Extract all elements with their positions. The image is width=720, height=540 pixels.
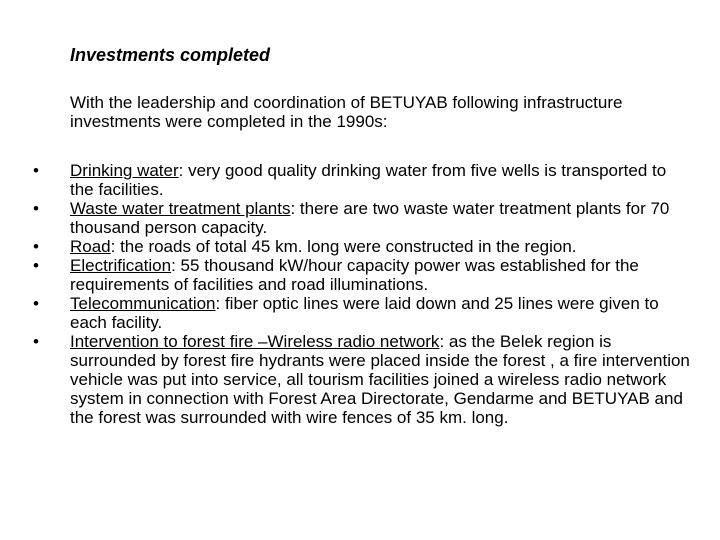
- item-term: Electrification: [70, 256, 172, 275]
- item-text: : fiber optic lines were laid down and 25 lines were given to each facility.: [70, 294, 659, 332]
- bullet-icon: •: [33, 332, 39, 351]
- bullet-icon: •: [33, 256, 39, 275]
- intro-paragraph: With the leadership and coordination of BETUYAB following infrastructure investments were completed in the 1990s:: [70, 93, 623, 131]
- bullet-icon: •: [33, 294, 39, 313]
- investment-list: [0, 161, 690, 427]
- bullet-icon: •: [33, 199, 39, 218]
- item-term: Road: [70, 237, 111, 256]
- list-item-drinking-water: [0, 161, 690, 199]
- item-term: Intervention to forest fire –Wireless radio network: [70, 332, 440, 351]
- item-term: Telecommunication: [70, 294, 216, 313]
- list-item-telecommunication: [0, 294, 690, 332]
- item-text: : 55 thousand kW/hour capacity power was established for the requirements of facilities and road illuminations.: [70, 256, 639, 294]
- item-text: : there are two waste water treatment plants for 70 thousand person capacity.: [70, 199, 670, 237]
- item-text: : as the Belek region is surrounded by forest fire hydrants were placed inside the forest , a fire intervention vehicle was put into service, all tourism facilities joined a wireless radio network system in connection with Forest Area Directorate, Gendarme and BETUYAB and the forest was surrounded with wire fences of 35 km. long.: [70, 332, 690, 427]
- item-text: : the roads of total 45 km. long were constructed in the region.: [110, 237, 577, 256]
- item-term: Drinking water: [70, 161, 179, 180]
- item-text: : very good quality drinking water from five wells is transported to the facilities.: [70, 161, 667, 199]
- list-item-waste-water: [0, 199, 690, 237]
- list-item-electrification: [0, 256, 690, 294]
- item-term: Waste water treatment plants: [70, 199, 291, 218]
- bullet-icon: •: [33, 237, 39, 256]
- list-item-road: [0, 237, 690, 256]
- slide-heading: Investments completed: [70, 45, 271, 65]
- bullet-icon: •: [33, 161, 39, 180]
- list-item-forest-fire: [0, 332, 690, 427]
